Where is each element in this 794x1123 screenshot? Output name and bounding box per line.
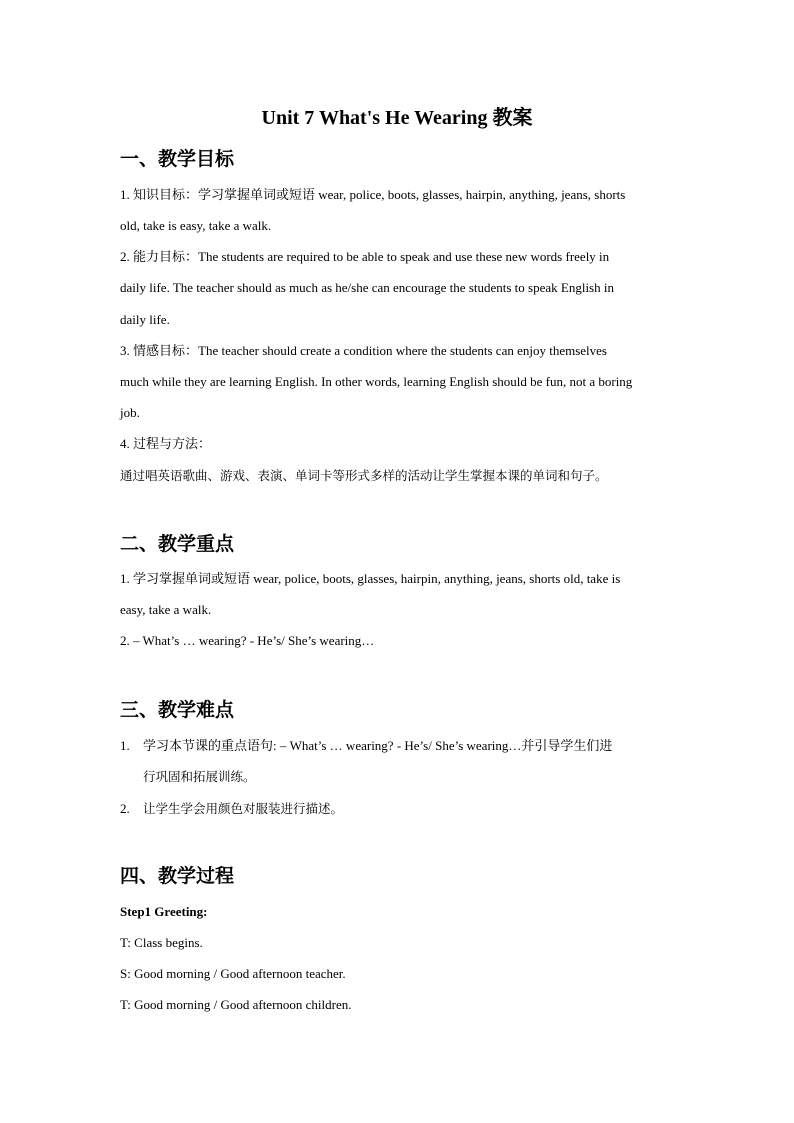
paragraph-line: daily life. The teacher should as much as he/she can encourage the students to speak English in (120, 280, 614, 295)
step-heading: Step1 Greeting: (120, 904, 208, 919)
document-title: Unit 7 What's He Wearing 教案 (261, 107, 533, 129)
paragraph-line: much while they are learning English. In other words, learning English should be fun, not a boring (120, 374, 633, 389)
dialogue-line: T: Good morning / Good afternoon children. (120, 997, 352, 1012)
list-item-text: 学习本节课的重点语句: – What’s … wearing? - He’s/ She’s wearing…并引导学生们进 (143, 738, 613, 753)
dialogue-line: S: Good morning / Good afternoon teacher. (120, 966, 346, 981)
paragraph-line: daily life. (120, 312, 170, 327)
paragraph-line: 2. 能力目标：The students are required to be able to speak and use these new words freely in (120, 249, 610, 264)
section-heading-procedure: 四、教学过程 (120, 865, 235, 887)
paragraph-line: job. (120, 405, 140, 420)
paragraph-line: old, take is easy, take a walk. (120, 218, 272, 233)
paragraph-line: 4. 过程与方法： (120, 436, 212, 451)
paragraph-line: easy, take a walk. (120, 602, 212, 617)
list-number: 1. (120, 738, 130, 753)
section-heading-key-points: 二、教学重点 (120, 533, 235, 555)
section-heading-difficulties: 三、教学难点 (120, 699, 235, 721)
list-number: 2. (120, 801, 130, 816)
dialogue-line: T: Class begins. (120, 935, 203, 950)
paragraph-line: 2. – What’s … wearing? - He’s/ She’s wearing… (120, 633, 375, 648)
list-item-text: 行巩固和拓展训练。 (143, 769, 256, 784)
paragraph-line: 通过唱英语歌曲、游戏、表演、单词卡等形式多样的活动让学生掌握本课的单词和句子。 (120, 468, 608, 483)
paragraph-line: 1. 学习掌握单词或短语 wear, police, boots, glasses, hairpin, anything, jeans, shorts old, take is (120, 571, 621, 586)
section-heading-objectives: 一、教学目标 (120, 148, 235, 170)
paragraph-line: 3. 情感目标：The teacher should create a condition where the students can enjoy themselves (120, 343, 607, 358)
paragraph-line: 1. 知识目标：学习掌握单词或短语 wear, police, boots, glasses, hairpin, anything, jeans, shorts (120, 187, 626, 202)
list-item-text: 让学生学会用颜色对服装进行描述。 (143, 801, 344, 816)
